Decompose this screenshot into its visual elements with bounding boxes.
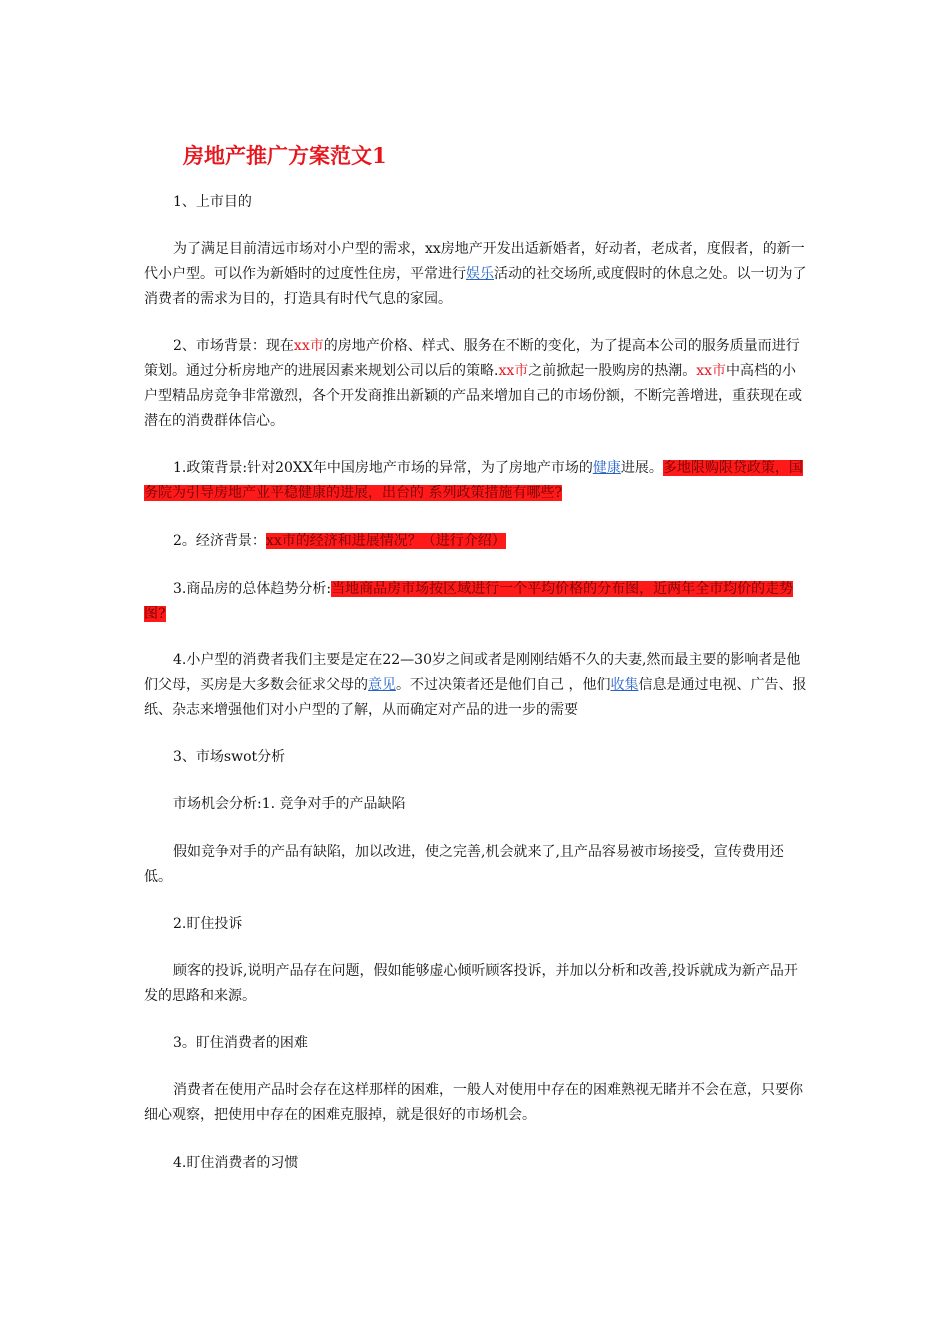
highlighted-note: 当地商品房市场按区域进行一个平均价格的分布图，近两年全市均价的走势图? (144, 581, 794, 622)
highlighted-note: 多地限购限贷政策，国务院为引导房地产业平稳健康的进展，出台的 系列政策措施有哪些? (144, 460, 803, 501)
text: 为了满足目前清远市场对小户型的需求，xx房地产开发出适新婚者，好动者，老成者，度假者，的新一代小户型。可以作为新婚时的过度性住房，平常进行 (144, 241, 805, 282)
text: 3.商品房的总体趋势分析: (173, 581, 332, 597)
city-name: xx市 (293, 338, 324, 354)
text: 的房地产价格、样式、服务在不断的变化，为了提高本公司的服务质量而进行策划。通过分析房地产的进展因素来规划公司以后的策略. (144, 338, 800, 379)
paragraph-consumer-difficulties: 消费者在使用产品时会存在这样那样的困难，一般人对使用中存在的困难熟视无睹并不会在意，只要你细心观察，把使用中存在的困难克服掉，就是很好的市场机会。 (144, 1082, 803, 1123)
paragraph-opportunity-analysis: 市场机会分析:1. 竞争对手的产品缺陷 (173, 796, 406, 812)
section-heading-listing-purpose: 1、上市目的 (173, 194, 252, 210)
text: 活动的社交场所,或度假时的休息之处。以一切为了消费者的需求为目的，打造具有时代气息的家园。 (144, 266, 807, 307)
paragraph-policy-background (144, 456, 808, 506)
city-name: xx市 (696, 363, 727, 379)
paragraph-economic-background (144, 529, 808, 554)
text: 2。经济背景： (173, 533, 266, 549)
paragraph-watch-complaints-heading: 2.盯住投诉 (173, 916, 243, 932)
paragraph-listing-purpose (144, 237, 808, 312)
link-collect[interactable]: 收集 (610, 677, 639, 693)
text: 。不过决策者还是他们自己 ，他们 (396, 677, 611, 693)
section-heading-swot: 3、市场swot分析 (173, 749, 286, 765)
text: 中高档的小户型精品房竞争非常激烈，各个开发商推出新颖的产品来增加自己的市场份额，不断完善增进，重获现在或潜在的消费群体信心。 (144, 363, 802, 429)
highlighted-note: xx市的经济和进展情况？（进行介绍） (265, 533, 506, 549)
paragraph-market-background (144, 334, 808, 434)
paragraph-consumer-habits-heading: 4.盯住消费者的习惯 (173, 1155, 299, 1171)
link-health[interactable]: 健康 (592, 460, 621, 476)
document-title: 房地产推广方案范文1 (183, 143, 387, 168)
link-opinion[interactable]: 意见 (368, 677, 396, 693)
link-entertainment[interactable]: 娱乐 (466, 266, 494, 282)
city-name: xx市 (498, 363, 529, 379)
paragraph-trend-analysis (144, 577, 808, 627)
text: 2、市场背景：现在 (173, 338, 294, 354)
paragraph-consumer-difficulties-heading: 3。盯住消费者的困难 (173, 1035, 308, 1051)
paragraph-consumers (144, 648, 808, 723)
paragraph-watch-complaints: 顾客的投诉,说明产品存在问题，假如能够虚心倾听顾客投诉，并加以分析和改善,投诉就成为新产品开发的思路和来源。 (144, 963, 798, 1004)
text: 信息是通过电视、广告、报纸、杂志来增强他们对小户型的了解，从而确定对产品的进一步的需要 (144, 677, 807, 718)
text: 进展。 (620, 460, 663, 476)
text: 4.小户型的消费者我们主要是定在22—30岁之间或者是刚刚结婚不久的夫妻,然而最主要的影响者是他们父母，买房是大多数会征求父母的 (144, 652, 801, 693)
text: 1.政策背景:针对20XX年中国房地产市场的异常，为了房地产市场的 (173, 460, 593, 476)
paragraph-competitor-defects: 假如竞争对手的产品有缺陷，加以改进，使之完善,机会就来了,且产品容易被市场接受，宣传费用还低。 (144, 844, 784, 885)
text: 之前掀起一股购房的热潮。 (528, 363, 697, 379)
